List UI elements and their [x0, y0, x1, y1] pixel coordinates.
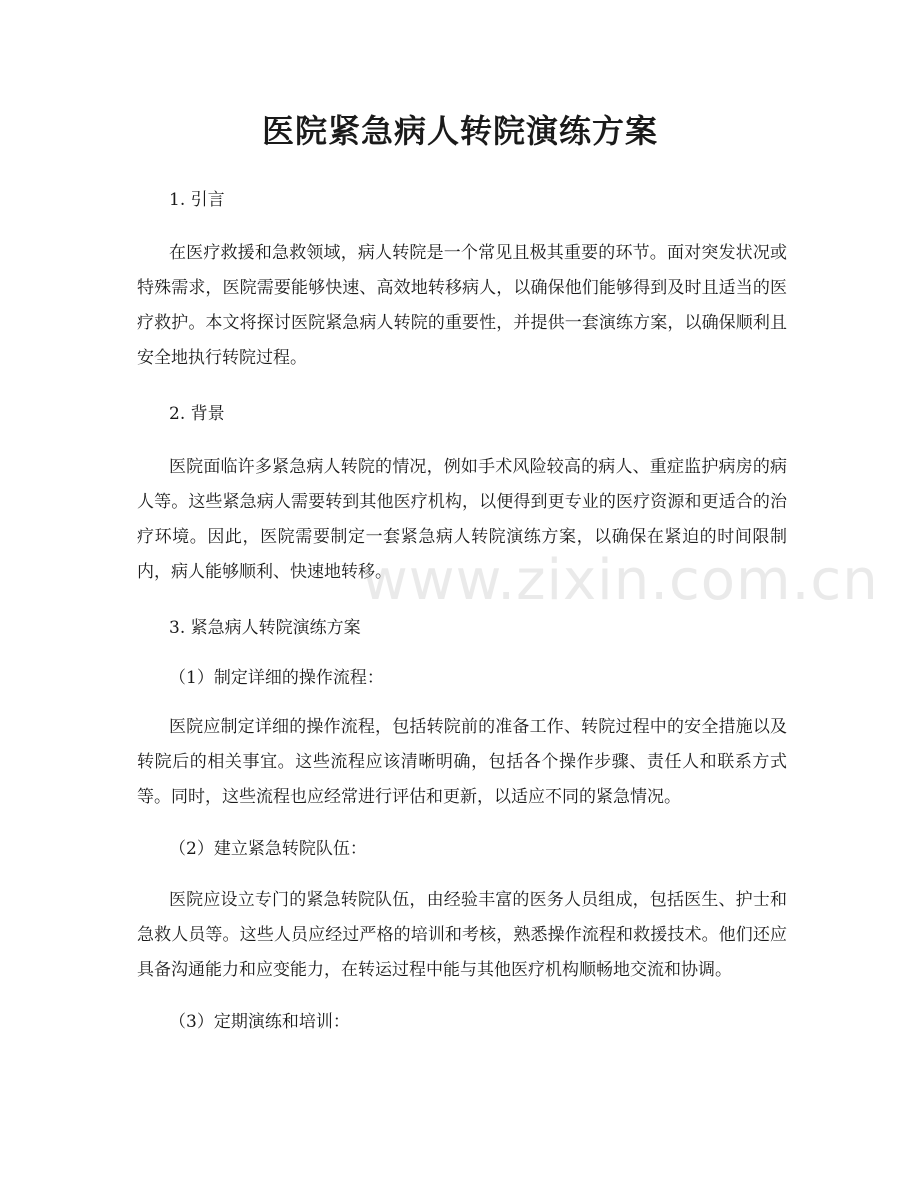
section-heading-plan: 3. 紧急病人转院演练方案 [169, 618, 361, 638]
document-title: 医院紧急病人转院演练方案 [261, 112, 658, 150]
paragraph-procedure: 医院应制定详细的操作流程，包括转院前的准备工作、转院过程中的安全措施以及转院后的相关事宜。这些流程应该清晰明确，包括各个操作步骤、责任人和联系方式等。同时，这些流程也应经常进行评估和更新，以适应不同的紧急情况。 [137, 717, 787, 807]
subsection-heading-training: （3）定期演练和培训： [169, 1012, 350, 1032]
paragraph-team: 医院应设立专门的紧急转院队伍，由经验丰富的医务人员组成，包括医生、护士和急救人员等。这些人员应经过严格的培训和考核，熟悉操作流程和救援技术。他们还应具备沟通能力和应变能力，在转运过程中能与其他医疗机构顺畅地交流和协调。 [137, 890, 787, 980]
paragraph-background: 医院面临许多紧急病人转院的情况，例如手术风险较高的病人、重症监护病房的病人等。这些紧急病人需要转到其他医疗机构，以便得到更专业的医疗资源和更适合的治疗环境。因此，医院需要制定一套紧急病人转院演练方案，以确保在紧迫的时间限制内，病人能够顺利、快速地转移。 [137, 457, 787, 582]
section-heading-background: 2. 背景 [169, 404, 225, 424]
document-body [137, 182, 787, 1040]
section-heading-intro: 1. 引言 [169, 190, 225, 210]
subsection-heading-procedure: （1）制定详细的操作流程： [169, 668, 384, 688]
paragraph-intro: 在医疗救援和急救领域，病人转院是一个常见且极其重要的环节。面对突发状况或特殊需求，医院需要能够快速、高效地转移病人，以确保他们能够得到及时且适当的医疗救护。本文将探讨医院紧急病人转院的重要性，并提供一套演练方案，以确保顺利且安全地执行转院过程。 [137, 243, 787, 368]
watermark: www.zixin.com.cn [362, 548, 879, 613]
subsection-heading-team: （2）建立紧急转院队伍： [169, 839, 367, 859]
